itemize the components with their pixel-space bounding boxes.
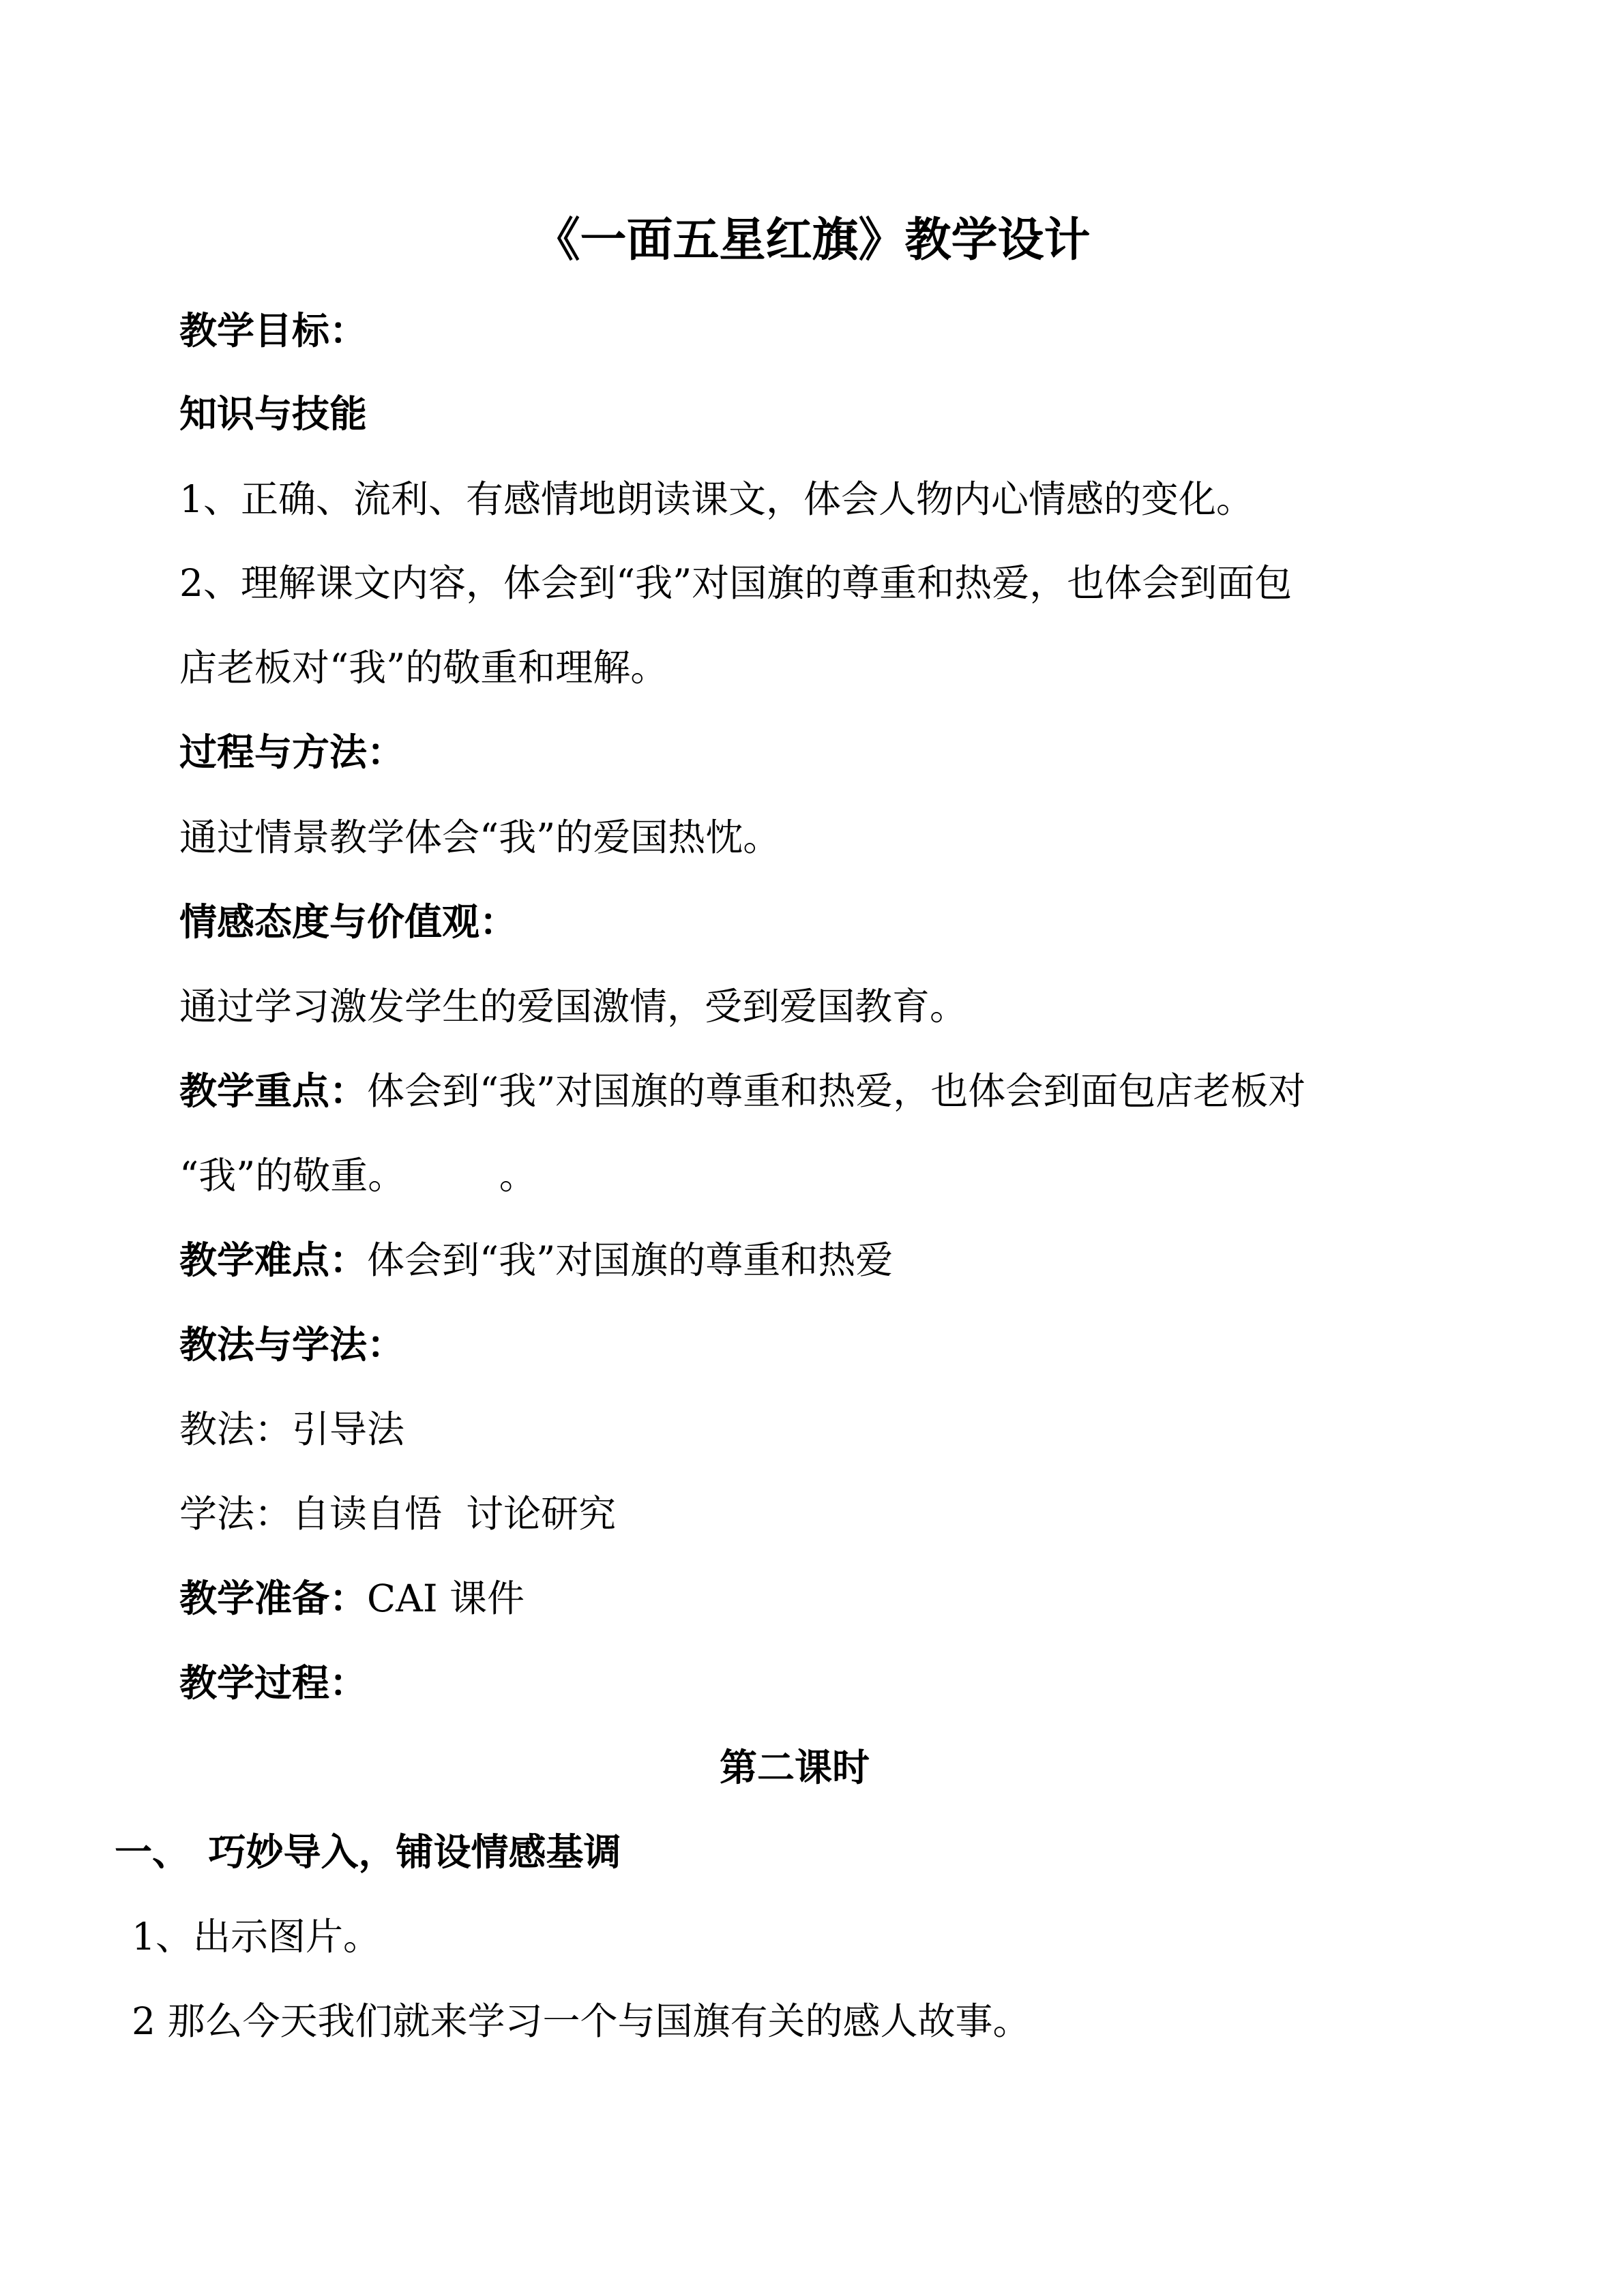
section-1-item-2: 2 那么今天我们就来学习一个与国旗有关的感人故事。 xyxy=(132,1999,1031,2043)
document-title: 《一面五星红旗》教学设计 xyxy=(533,213,1091,267)
knowledge-item-1: 1、正确、流利、有感情地朗读课文，体会人物内心情感的变化。 xyxy=(179,477,1254,521)
key-point-line-2: “我”的敬重。 。 xyxy=(179,1154,537,1197)
section-1-heading: 一、 巧妙导入，铺设情感基调 xyxy=(115,1830,621,1874)
lesson-heading: 第二课时 xyxy=(719,1746,870,1789)
process-steps-heading: 教学过程： xyxy=(179,1661,368,1705)
emotion-text: 通过学习激发学生的爱国激情，受到爱国教育。 xyxy=(179,985,968,1028)
methods-heading: 教法与学法： xyxy=(179,1323,405,1367)
key-point-text: 体会到“我”对国旗的尊重和热爱，也体会到面包店老板对 xyxy=(367,1069,1306,1113)
key-point-label: 教学重点： xyxy=(179,1069,368,1113)
preparation-label: 教学准备： xyxy=(179,1577,368,1620)
key-point-line-1 xyxy=(179,1067,1305,1115)
difficulty-text: 体会到“我”对国旗的尊重和热爱 xyxy=(367,1238,894,1282)
process-text: 通过情景教学体会“我”的爱国热忱。 xyxy=(179,816,781,859)
process-heading: 过程与方法： xyxy=(179,730,405,774)
preparation-text: CAI 课件 xyxy=(367,1577,525,1620)
difficulty-line xyxy=(179,1236,893,1284)
knowledge-item-2-line-1: 2、理解课文内容，体会到“我”对国旗的尊重和热爱，也体会到面包 xyxy=(179,561,1293,605)
difficulty-label: 教学难点： xyxy=(179,1238,368,1282)
teaching-method: 教法：引导法 xyxy=(179,1407,405,1451)
learning-method: 学法：自读自悟 讨论研究 xyxy=(179,1492,616,1536)
preparation-line xyxy=(179,1575,525,1622)
objectives-heading: 教学目标： xyxy=(179,309,368,353)
knowledge-item-2-line-2: 店老板对“我”的敬重和理解。 xyxy=(179,646,668,689)
emotion-heading: 情感态度与价值观： xyxy=(179,900,518,944)
section-1-item-1: 1、出示图片。 xyxy=(132,1915,381,1958)
knowledge-heading: 知识与技能 xyxy=(179,392,368,436)
